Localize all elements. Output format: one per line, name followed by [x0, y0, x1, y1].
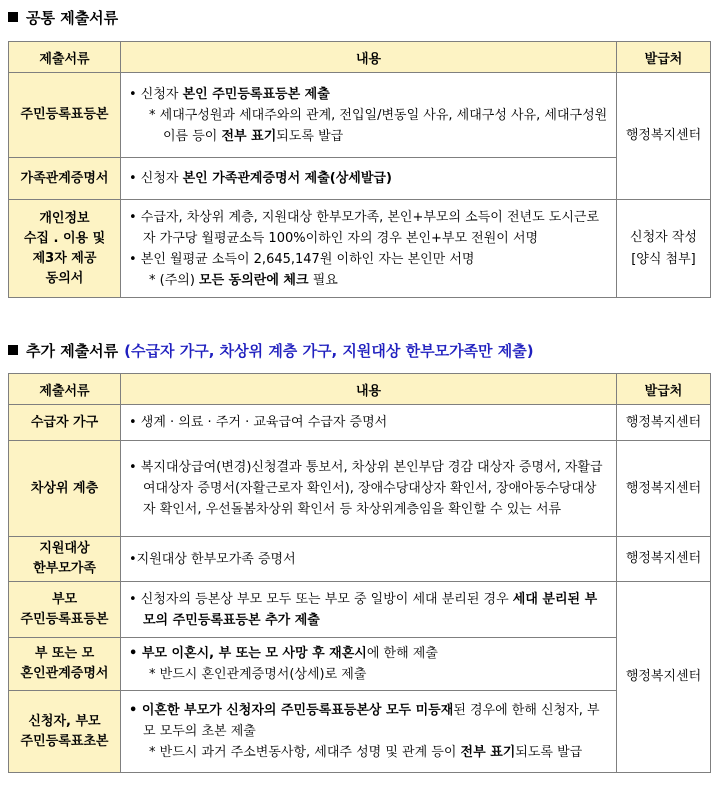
doc-name: 지원대상 한부모가족 — [9, 537, 121, 582]
table-row — [9, 638, 711, 691]
table-row — [9, 158, 711, 200]
doc-issuer: 신청자 작성 [양식 첨부] — [617, 200, 711, 298]
doc-issuer: 행정복지센터 — [617, 537, 711, 582]
table-row — [9, 200, 711, 298]
additional-documents-table — [8, 373, 711, 773]
table-header-row — [9, 374, 711, 405]
common-documents-table — [8, 41, 711, 298]
doc-name: 차상위 계층 — [9, 441, 121, 537]
table-header-row — [9, 42, 711, 73]
doc-name: 가족관계증명서 — [9, 158, 121, 200]
doc-content: • 신청자 본인 주민등록표등본 제출 * 세대구성원과 세대주와의 관계, 전입일/변동일 사유, 세대구성 사유, 세대구성원 이름 등이 전부 표기되도록 발급 — [121, 73, 617, 158]
doc-name: 신청자, 부모 주민등록표초본 — [9, 691, 121, 773]
doc-issuer: 행정복지센터 — [617, 73, 711, 200]
header-document: 제출서류 — [9, 42, 121, 73]
table-row — [9, 441, 711, 537]
table-row — [9, 73, 711, 158]
header-issuer: 발급처 — [617, 42, 711, 73]
doc-content: • 수급자, 차상위 계층, 지원대상 한부모가족, 본인+부모의 소득이 전년도 도시근로자 가구당 월평균소득 100%이하인 자의 경우 본인+부모 전원이 서명 • 본인 월평균 소득이 2,645,147원 이하인 자는 본인만 서명 * (주의) 모든 동의란에 체크 필요 — [121, 200, 617, 298]
header-issuer: 발급처 — [617, 374, 711, 405]
doc-name: 개인정보 수집 . 이용 및 제3자 제공 동의서 — [9, 200, 121, 298]
doc-issuer: 행정복지센터 — [617, 405, 711, 441]
doc-issuer: 행정복지센터 — [617, 582, 711, 773]
doc-content: • 신청자의 등본상 부모 모두 또는 부모 중 일방이 세대 분리된 경우 세대 분리된 부모의 주민등록표등본 추가 제출 — [121, 582, 617, 638]
doc-name: 부 또는 모 혼인관계증명서 — [9, 638, 121, 691]
header-content: 내용 — [121, 374, 617, 405]
square-bullet-icon — [8, 345, 18, 355]
table-row — [9, 537, 711, 582]
section2-title: 추가 제출서류 (수급자 가구, 차상위 계층 가구, 지원대상 한부모가족만 제출) — [8, 340, 534, 361]
header-content: 내용 — [121, 42, 617, 73]
section1-title: 공통 제출서류 — [8, 7, 118, 28]
doc-content: • 복지대상급여(변경)신청결과 통보서, 차상위 본인부담 경감 대상자 증명서, 자활급여대상자 증명서(자활근로자 확인서), 장애수당대상자 확인서, 장애아동수당대상자 확인서, 우선돌봄차상위 확인서 등 차상위계층임을 확인할 수 있는 서류 — [121, 441, 617, 537]
doc-content: • 부모 이혼시, 부 또는 모 사망 후 재혼시에 한해 제출 * 반드시 혼인관계증명서(상세)로 제출 — [121, 638, 617, 691]
doc-content: •지원대상 한부모가족 증명서 — [121, 537, 617, 582]
doc-issuer: 행정복지센터 — [617, 441, 711, 537]
table-row — [9, 405, 711, 441]
doc-content: • 생계 · 의료 · 주거 · 교육급여 수급자 증명서 — [121, 405, 617, 441]
header-document: 제출서류 — [9, 374, 121, 405]
table-row — [9, 691, 711, 773]
doc-name: 부모 주민등록표등본 — [9, 582, 121, 638]
square-bullet-icon — [8, 12, 18, 22]
doc-content: • 신청자 본인 가족관계증명서 제출(상세발급) — [121, 158, 617, 200]
table-row — [9, 582, 711, 638]
doc-name: 주민등록표등본 — [9, 73, 121, 158]
doc-name: 수급자 가구 — [9, 405, 121, 441]
doc-content: • 이혼한 부모가 신청자의 주민등록표등본상 모두 미등재된 경우에 한해 신청자, 부모 모두의 초본 제출 * 반드시 과거 주소변동사항, 세대주 성명 및 관계 등이 전부 표기되도록 발급 — [121, 691, 617, 773]
